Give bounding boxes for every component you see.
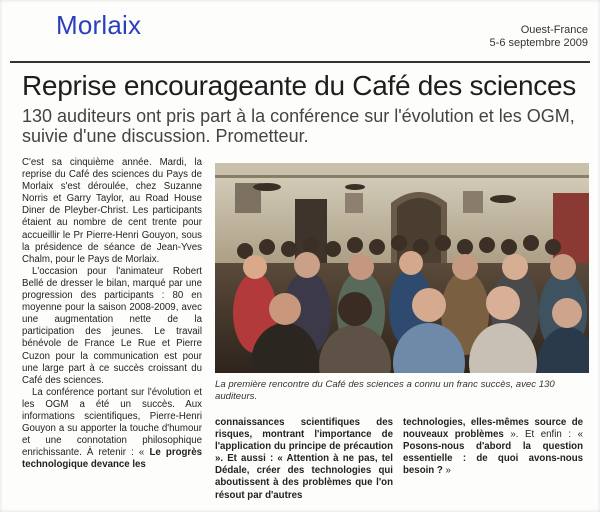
top-rule: [10, 61, 590, 63]
column-left: [22, 157, 202, 471]
photo-caption: La première rencontre du Café des sciences a connu un franc succès, avec 130 auditeurs.: [215, 379, 555, 402]
right-plain: ». Et enfin : «: [503, 429, 583, 441]
right-bold-2: Posons-nous d'abord la question essentielle : de quoi avons-nous besoin ?: [403, 441, 583, 477]
paragraph-3-bold-tail: Le progrès technologique devance les: [22, 447, 202, 471]
column-middle: [215, 417, 393, 502]
middle-paragraph: connaissances scientifiques des risques, montrant l'importance de l'application du principe de précaution ». Et aussi : « Attention à ne pas, tel Dédale, créer des technologies qui aboutissent à des problèmes que l'on résout par d'autres: [215, 417, 393, 501]
column-right: [403, 417, 583, 477]
publication-date: 5-6 septembre 2009: [489, 37, 588, 49]
right-bold-1: technologies, elles-mêmes source de nouveaux problèmes: [403, 417, 583, 441]
right-paragraph: [403, 417, 583, 477]
conference-photo: [215, 163, 589, 373]
right-end: »: [442, 465, 451, 477]
newspaper-name: Ouest-France: [520, 24, 588, 36]
paragraph-3: [22, 387, 202, 472]
headline: Reprise encourageante du Café des sciences: [22, 70, 576, 101]
paragraph-2: L'occasion pour l'animateur Robert Bellé de dresser le bilan, marqué par une progression des participants : 80 en moyenne pour la saison 2008-2009, avec une augmentation nette de la participation des jeunes. Le travail bénévole de France Le Rue et Pierre Cuzon pour la communication est pour une large part à ce succès croissant du Café des sciences.: [22, 265, 202, 386]
source-block: [490, 24, 588, 50]
paragraph-3-text: La conférence portant sur l'évolution et les OGM a été un succès. Aux informations scientifiques, Pierre-Henri Gouyon a su apporter la touche d'humour et une connotation philosophique enrichissante. À retenir : «: [22, 386, 202, 459]
audience-photo-illustration: [215, 163, 589, 373]
subheadline: 130 auditeurs ont pris part à la conférence sur l'évolution et les OGM, suivie d'une discussion. Prometteur.: [22, 106, 575, 146]
paragraph-1: C'est sa cinquième année. Mardi, la reprise du Café des sciences du Pays de Morlaix s'est déroulée, chez Suzanne Norris et Garry Taylor, au Road House Diner de Pleyber-Christ. Les participants étaient au nombre de cent trente pour accueillir le Pr Pierre-Henri Gouyon, sous la présidence de séance de Jean-Yves Chalm, pour le Pays de Morlaix.: [22, 157, 202, 265]
section-title: Morlaix: [56, 10, 142, 40]
